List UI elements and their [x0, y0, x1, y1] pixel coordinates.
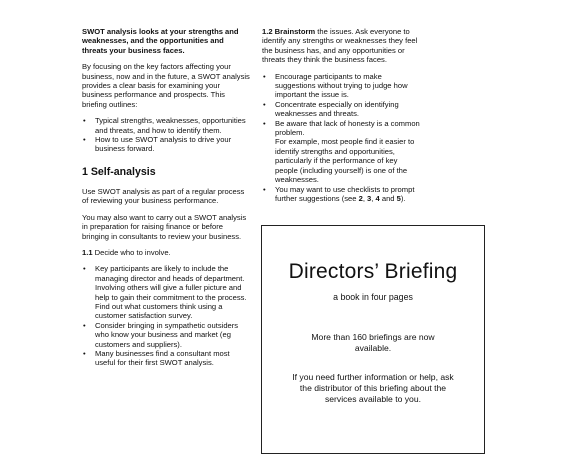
section-ref: 2	[358, 193, 363, 203]
list-item-text: Involving others will give a fuller picture and help to gain their commitment to the process.	[95, 283, 247, 302]
separator: ).	[400, 193, 406, 203]
list-item-text: Find out what customers think using a customer satisfaction survey.	[95, 301, 223, 321]
list-item-text: • Key participants are likely to include the managing director and heads of department.	[95, 264, 245, 283]
involve-list	[82, 264, 250, 367]
separator: ,	[371, 193, 376, 203]
directors-briefing-box	[261, 225, 485, 454]
section-heading: 1 Self-analysis	[82, 165, 156, 178]
list-item: • Encourage participants to make suggestions without trying to judge how important the issue is.	[262, 72, 422, 100]
list-item: • Concentrate especially on identifying weaknesses and threats.	[262, 100, 422, 119]
step-text: Decide who to involve.	[92, 247, 171, 257]
list-item-text: • Be aware that lack of honesty is a common problem.	[275, 118, 420, 138]
section-paragraph: Use SWOT analysis as part of a regular process of reviewing your business performance.	[82, 186, 245, 206]
outline-list	[82, 116, 250, 154]
left-column	[82, 27, 250, 374]
brainstorm-list	[262, 72, 422, 204]
briefing-availability: More than 160 briefings are now available.	[311, 332, 435, 353]
list-item	[262, 185, 422, 204]
separator: and	[379, 193, 397, 203]
step-number: 1.1	[82, 247, 93, 257]
list-item	[82, 264, 250, 320]
list-item: • Many businesses find a consultant most useful for their first SWOT analysis.	[82, 349, 250, 368]
briefing-subtitle: a book in four pages	[333, 292, 413, 302]
section-ref: 3	[367, 193, 372, 203]
section-ref: 4	[375, 193, 380, 203]
step-heading	[82, 248, 250, 257]
step-text: the issues. Ask everyone to identify any strengths or weaknesses they feel the business has, and any opportunities or threats they think the business faces.	[262, 27, 418, 65]
list-item: • How to use SWOT analysis to drive your business forward.	[82, 135, 250, 154]
step-keyword: Brainstorm	[272, 27, 316, 36]
list-item: • Consider bringing in sympathetic outsiders who know your business and market (eg customers and suppliers).	[82, 321, 250, 349]
list-item-text: For example, most people find it easier to identify strengths and opportunities, particularly if the performance of key people (including yourself) is one of the weaknesses.	[275, 137, 415, 185]
section-ref: 5	[396, 193, 401, 203]
intro-paragraph: By focusing on the key factors affecting your business, now and in the future, a SWOT analysis provides a clear basis for examining your business performance and prospects. This briefing outlines:	[82, 62, 250, 109]
list-item: • Typical strengths, weaknesses, opportunities and threats, and how to identify them.	[82, 116, 250, 135]
list-item	[262, 119, 422, 185]
right-column	[262, 27, 422, 205]
lead-paragraph: SWOT analysis looks at your strengths and weaknesses, and the opportunities and threats your business faces.	[82, 27, 239, 55]
step-number: 1.2	[262, 27, 273, 36]
step-paragraph	[262, 27, 422, 65]
briefing-title: Directors’ Briefing	[288, 260, 458, 283]
section-paragraph: You may also want to carry out a SWOT analysis in preparation for raising finance or before bringing in consultants to review your business.	[82, 212, 247, 241]
list-item-text: You may want to use checklists to prompt further suggestions (see	[275, 184, 415, 203]
separator: ,	[362, 193, 368, 203]
briefing-help-text: If you need further information or help, ask the distributor of this briefing about the services available to you.	[292, 372, 454, 404]
